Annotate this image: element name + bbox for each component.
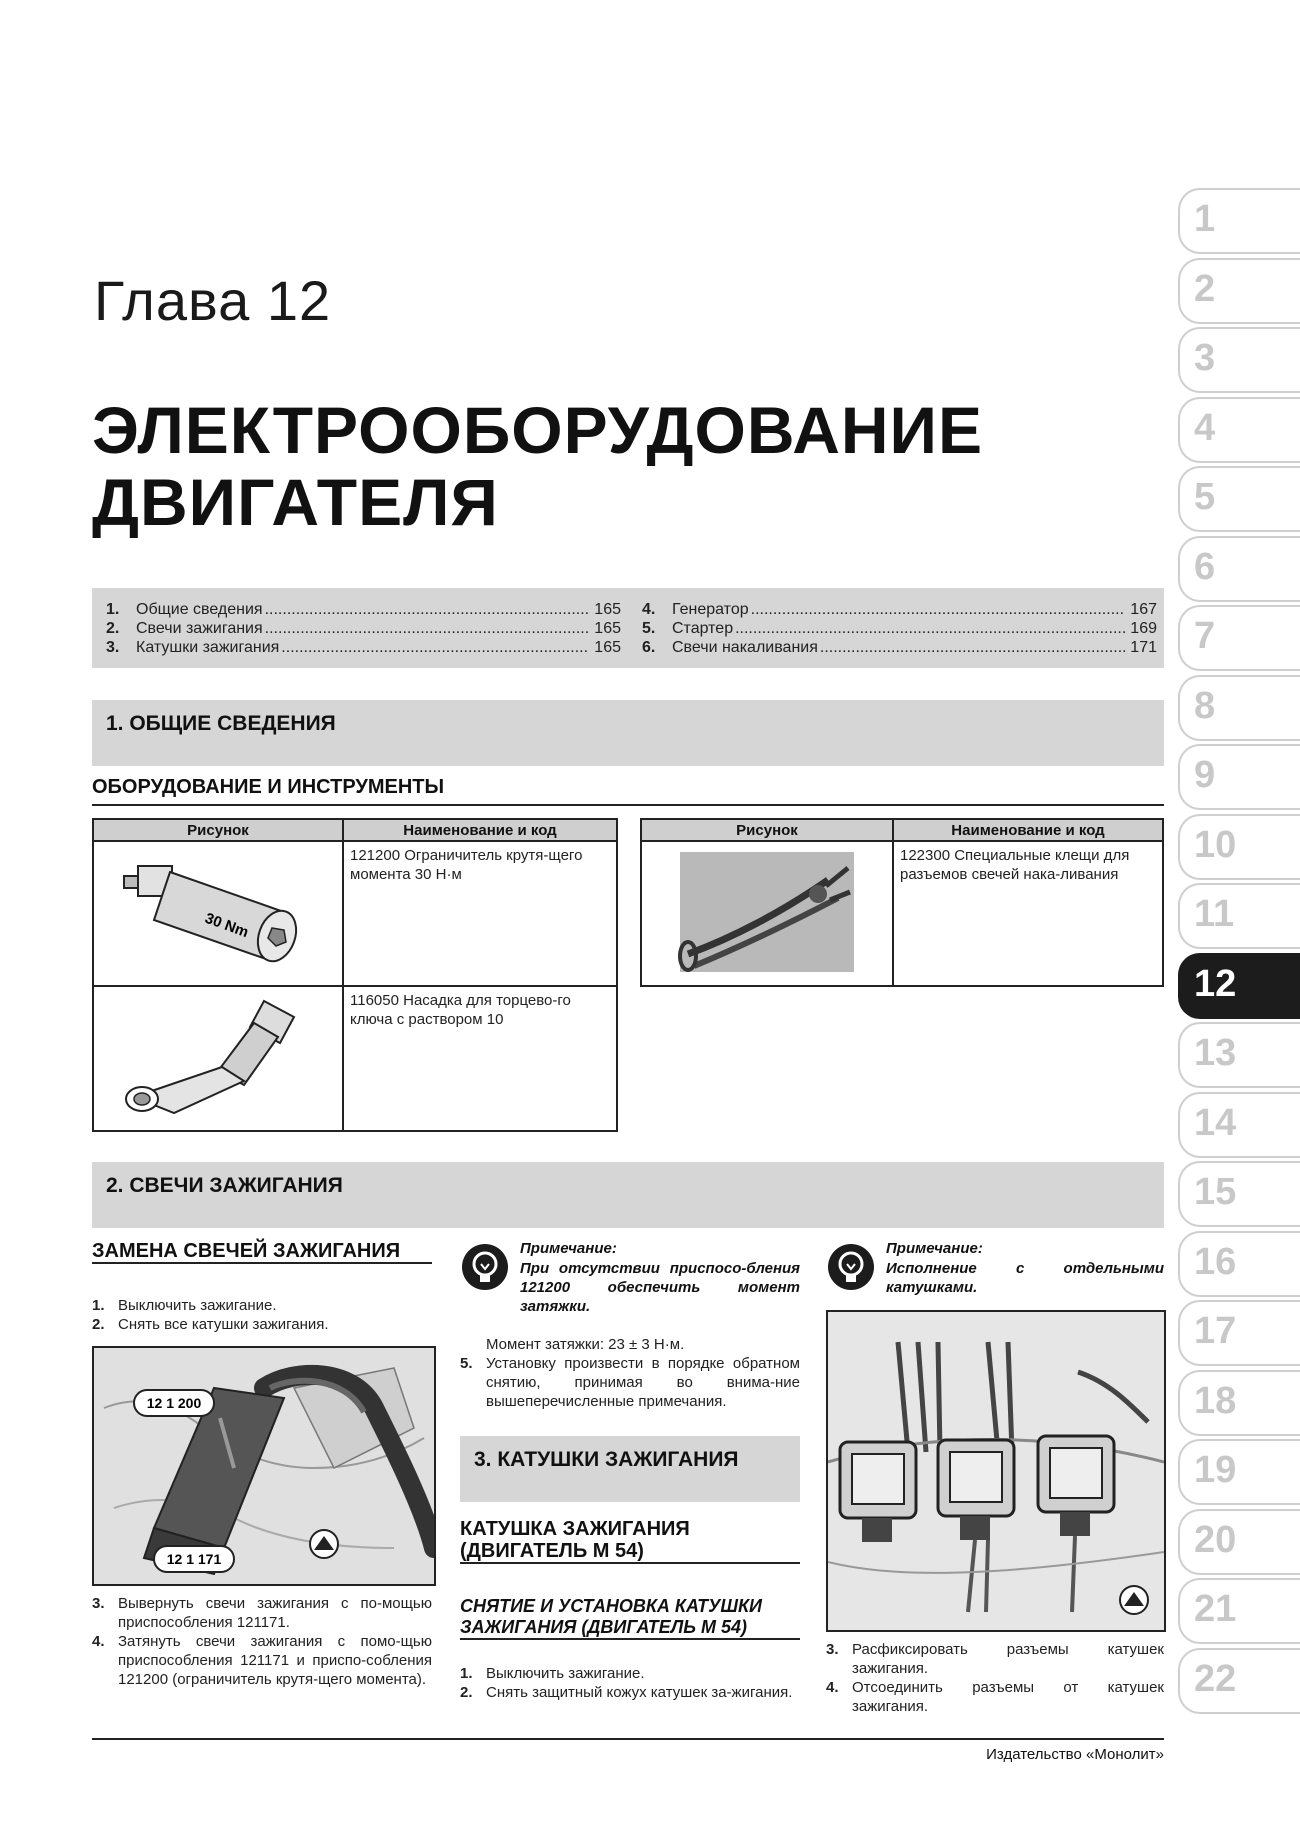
contents-item[interactable]: 3. Катушки зажигания ..... 165	[106, 638, 621, 657]
tab-label: 6	[1194, 545, 1216, 588]
tab-label: 4	[1194, 406, 1216, 449]
contents-column-left	[106, 600, 621, 657]
chapter-tab-14[interactable]	[1178, 1092, 1300, 1156]
steps-list	[92, 1296, 432, 1334]
tool-description: 116050 Насадка для торцево-го ключа с раствором 10	[343, 986, 617, 1131]
publisher-name: Издательство «Монолит»	[986, 1746, 1164, 1763]
column-header-name: Наименование и код	[893, 819, 1163, 841]
contents-item[interactable]: 5. Стартер ..... 169	[642, 619, 1157, 638]
steps-list	[460, 1664, 800, 1702]
steps-list	[826, 1640, 1164, 1716]
chapter-tab-16[interactable]	[1178, 1231, 1300, 1295]
torque-value: Момент затяжки: 23 ± 3 Н·м.	[486, 1336, 685, 1353]
tool-image-torque-limiter	[93, 841, 343, 986]
socket-adapter-drawing	[94, 987, 340, 1125]
spark-plug-wrench-drawing	[94, 1348, 434, 1584]
note-title: Примечание:	[886, 1240, 983, 1257]
contents-column-right	[642, 600, 1157, 657]
chapter-tab-5[interactable]	[1178, 466, 1300, 530]
torque-text	[460, 1335, 800, 1411]
tab-label: 7	[1194, 615, 1216, 657]
tab-label: 8	[1194, 684, 1216, 727]
tab-label: 20	[1194, 1518, 1237, 1561]
tab-label: 19	[1194, 1449, 1237, 1491]
tab-label: 13	[1194, 1032, 1237, 1074]
tab-label: 22	[1194, 1657, 1237, 1700]
list-item: 1. Выключить зажигание.	[92, 1297, 277, 1314]
glow-plug-pliers-photo	[642, 842, 890, 980]
chapter-tab-3[interactable]	[1178, 327, 1300, 391]
chapter-title-line-1: ЭЛЕКТРООБОРУДОВАНИЕ	[92, 393, 983, 467]
steps-list	[92, 1594, 432, 1689]
spark-plug-replacement-subheading: ЗАМЕНА СВЕЧЕЙ ЗАЖИГАНИЯ	[92, 1240, 432, 1264]
tab-label: 21	[1194, 1588, 1237, 1630]
section-heading-ignition-coils: 3. КАТУШКИ ЗАЖИГАНИЯ	[460, 1436, 800, 1502]
tab-label: 16	[1194, 1240, 1237, 1283]
chapter-tab-11[interactable]	[1178, 883, 1300, 947]
footer-rule	[92, 1738, 1164, 1740]
chapter-tab-15[interactable]	[1178, 1161, 1300, 1225]
chapter-tab-19[interactable]	[1178, 1439, 1300, 1503]
chapter-tab-2[interactable]	[1178, 258, 1300, 322]
chapter-title-line-2: ДВИГАТЕЛЯ	[92, 465, 499, 539]
section-heading-spark-plugs: 2. СВЕЧИ ЗАЖИГАНИЯ	[92, 1162, 1164, 1228]
tab-label: 17	[1194, 1310, 1237, 1352]
ignition-coil-figure	[826, 1310, 1166, 1632]
tab-label: 12	[1194, 962, 1237, 1005]
contents-item[interactable]: 4. Генератор ..... 167	[642, 600, 1157, 619]
column-header-picture: Рисунок	[641, 819, 893, 841]
lightbulb-icon	[826, 1242, 876, 1292]
chapter-tab-17[interactable]	[1178, 1300, 1300, 1364]
list-item: 4. Затянуть свечи зажигания с помо-щью приспособления 121171 и приспо-собления 121200 (ограничитель крутя-щего момента).	[92, 1633, 432, 1688]
tool-image-socket-adapter	[93, 986, 343, 1131]
chapter-label: Глава 12	[94, 269, 332, 332]
column-header-picture: Рисунок	[93, 819, 343, 841]
chapter-tab-7[interactable]	[1178, 605, 1300, 669]
list-item: 4. Отсоединить разъемы от катушек зажигания.	[826, 1679, 1164, 1715]
note-box	[460, 1240, 800, 1315]
list-item: 2. Снять все катушки зажигания.	[92, 1316, 329, 1333]
tab-label: 1	[1194, 198, 1216, 240]
list-item: 3. Расфиксировать разъемы катушек зажигания.	[826, 1641, 1164, 1677]
contents-item[interactable]: 2. Свечи зажигания ..... 165	[106, 619, 621, 638]
chapter-tab-10[interactable]	[1178, 814, 1300, 878]
chapter-tab-21[interactable]	[1178, 1578, 1300, 1642]
tab-label: 10	[1194, 823, 1237, 866]
tab-label: 14	[1194, 1101, 1237, 1144]
contents-item[interactable]: 6. Свечи накаливания ..... 171	[642, 638, 1157, 657]
column-header-name: Наименование и код	[343, 819, 617, 841]
chapter-tab-1[interactable]	[1178, 188, 1300, 252]
list-item: 1. Выключить зажигание.	[460, 1665, 645, 1682]
ignition-coils-drawing	[828, 1312, 1164, 1630]
chapter-title	[92, 394, 1012, 538]
chapter-tab-9[interactable]	[1178, 744, 1300, 808]
chapter-tab-8[interactable]	[1178, 675, 1300, 739]
chapter-tab-20[interactable]	[1178, 1509, 1300, 1573]
list-item: 2. Снять защитный кожух катушек за-жигания.	[460, 1684, 793, 1701]
chapter-tab-18[interactable]	[1178, 1370, 1300, 1434]
section-heading-general: 1. ОБЩИЕ СВЕДЕНИЯ	[92, 700, 1164, 766]
tab-label: 11	[1194, 893, 1235, 935]
tool-description: 122300 Специальные клещи для разъемов свечей нака-ливания	[893, 841, 1163, 986]
coil-removal-subheading: СНЯТИЕ И УСТАНОВКА КАТУШКИ ЗАЖИГАНИЯ (ДВИГАТЕЛЬ М 54)	[460, 1596, 800, 1640]
list-item: 3. Вывернуть свечи зажигания с по-мощью приспособления 121171.	[92, 1595, 432, 1631]
tab-label: 3	[1194, 337, 1216, 379]
lightbulb-icon	[460, 1242, 510, 1292]
note-text: При отсутствии приспосо-бления 121200 обеспечить момент затяжки.	[520, 1260, 800, 1315]
figure-callout-bottom: 12 1 171	[166, 1551, 222, 1567]
equipment-subheading: ОБОРУДОВАНИЕ И ИНСТРУМЕНТЫ	[92, 776, 1164, 806]
tools-table-left	[92, 818, 618, 1132]
tab-label: 2	[1194, 267, 1216, 310]
chapter-tab-4[interactable]	[1178, 397, 1300, 461]
note-text: Исполнение с отдельными катушками.	[886, 1260, 1164, 1296]
chapter-tab-22[interactable]	[1178, 1648, 1300, 1712]
tab-label: 9	[1194, 754, 1216, 796]
figure-callout-top: 12 1 200	[146, 1395, 202, 1411]
contents-item[interactable]: 1. Общие сведения ..... 165	[106, 600, 621, 619]
chapter-tab-13[interactable]	[1178, 1022, 1300, 1086]
tool-marking-text: 30 Nm	[202, 909, 251, 942]
tools-table-right	[640, 818, 1164, 987]
ignition-coil-subheading: КАТУШКА ЗАЖИГАНИЯ (ДВИГАТЕЛЬ М 54)	[460, 1518, 800, 1564]
spark-plug-figure	[92, 1346, 436, 1586]
tool-image-glow-plug-pliers	[641, 841, 893, 986]
torque-limiter-drawing	[94, 842, 340, 980]
tab-label: 18	[1194, 1379, 1237, 1422]
list-item: 5. Установку произвести в порядке обратном снятию, принимая во внима-ние вышеперечисленные примечания.	[460, 1355, 800, 1410]
tab-label: 5	[1194, 476, 1216, 518]
note-title: Примечание:	[520, 1240, 617, 1257]
tab-label: 15	[1194, 1171, 1237, 1213]
note-box	[826, 1240, 1164, 1300]
chapter-tab-6[interactable]	[1178, 536, 1300, 600]
chapter-contents	[92, 588, 1164, 668]
tool-description: 121200 Ограничитель крутя-щего момента 30 Н·м	[343, 841, 617, 986]
chapter-tab-12[interactable]	[1178, 953, 1300, 1017]
